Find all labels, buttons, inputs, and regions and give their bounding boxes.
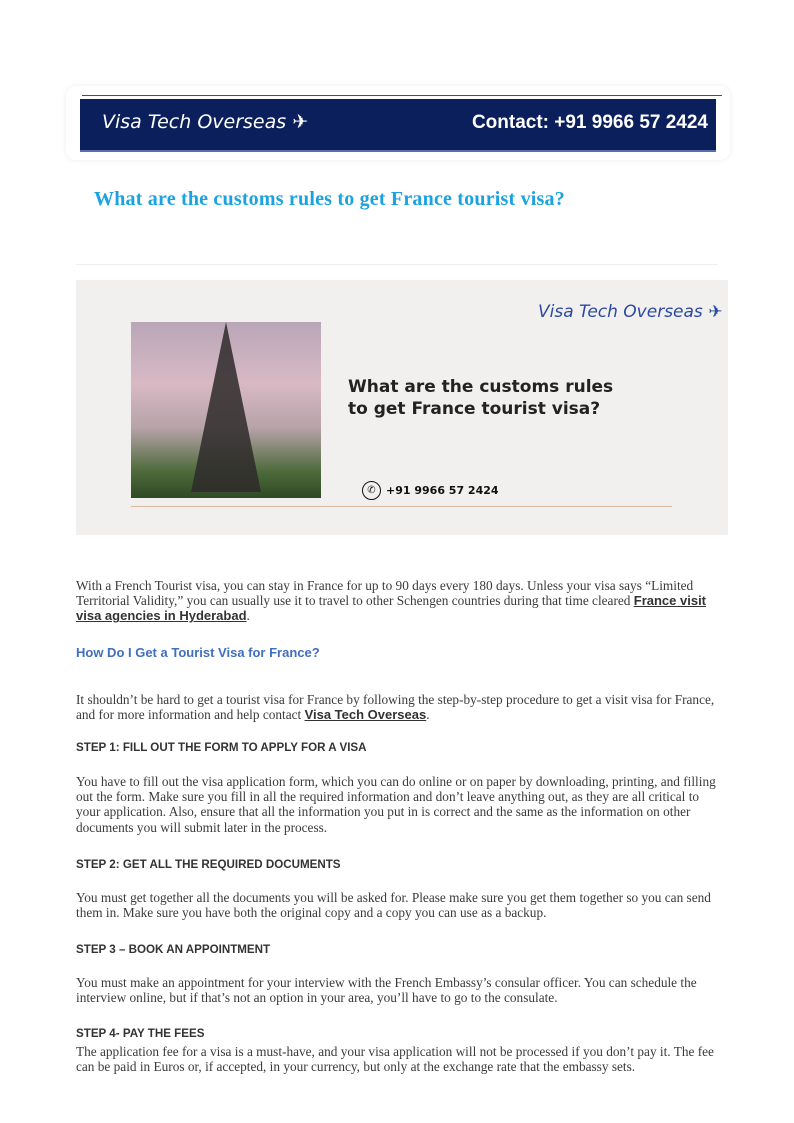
how-paragraph: It shouldn’t be hard to get a tourist visa for France by following the step-by-step procedure to get a visit visa for France, and for more information and help contact Visa Tech Overseas. <box>76 692 715 723</box>
airplane-icon: ✈ <box>708 302 723 322</box>
hyderabad-agencies-link[interactable]: France visit visa agencies in Hyderabad <box>76 593 707 624</box>
step-2-heading: STEP 2: GET ALL THE REQUIRED DOCUMENTS <box>76 858 341 871</box>
step-3-heading: STEP 3 – BOOK AN APPOINTMENT <box>76 943 271 956</box>
page-title: What are the customs rules to get France tourist visa? <box>94 188 565 210</box>
visa-tech-overseas-link[interactable]: Visa Tech Overseas <box>304 707 427 723</box>
logo: Visa Tech Overseas ✈ <box>102 111 309 133</box>
step-3-text: You must make an appointment for your interview with the French Embassy’s consular officer. You can schedule the interview online, but if that’s not an option in your area, you’ll have to go to the consulate. <box>76 975 697 1006</box>
step-4-heading: STEP 4- PAY THE FEES <box>76 1027 205 1040</box>
hero-phone: ✆ +91 9966 57 2424 <box>362 481 499 500</box>
hero-logo: Visa Tech Overseas ✈ <box>538 302 723 322</box>
divider <box>76 264 718 265</box>
eiffel-tower-icon <box>191 322 261 492</box>
divider <box>131 506 672 507</box>
hero-image <box>76 280 728 535</box>
phone-icon: ✆ <box>362 481 381 500</box>
section-heading: How Do I Get a Tourist Visa for France? <box>76 645 320 660</box>
step-2-text: You must get together all the documents you will be asked for. Please make sure you get them together so you can send them in. Make sure you have both the original copy and a copy you can use as a backup. <box>76 890 711 921</box>
divider <box>82 95 722 96</box>
eiffel-tower-photo <box>131 322 321 498</box>
step-4-text: The application fee for a visa is a must-have, and your visa application will not be processed if you don’t pay it. The fee can be paid in Euros or, if accepted, in your currency, but only at the exchange rate that the embassy sets. <box>76 1044 714 1075</box>
step-1-text: You have to fill out the visa application form, which you can do online or on paper by downloading, printing, and filling out the form. Make sure you fill in all the required information and don’t leave anything out, as they are all critical to your application. Also, ensure that all the information you put in is correct and the same as the information on other documents you will submit later in the process. <box>76 774 716 835</box>
intro-paragraph: With a French Tourist visa, you can stay in France for up to 90 days every 180 days. Unless your visa says “Limited Territorial Validity,” you can usually use it to travel to other Schengen countries during that time cleared France visit visa agencies in Hyderabad. <box>76 578 707 624</box>
airplane-icon: ✈ <box>292 111 309 133</box>
header-contact: Contact: +91 9966 57 2424 <box>471 112 708 133</box>
header-banner <box>80 99 716 152</box>
hero-title: What are the customs rules to get France tourist visa? <box>348 377 614 419</box>
step-1-heading: STEP 1: FILL OUT THE FORM TO APPLY FOR A VISA <box>76 741 367 754</box>
